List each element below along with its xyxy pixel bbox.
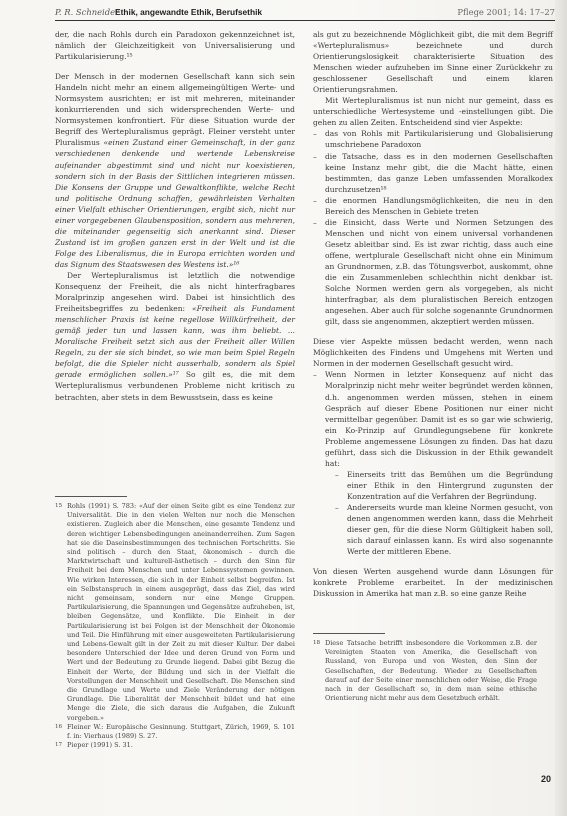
list-item bbox=[313, 369, 553, 557]
list-item: – die Tatsache, dass es in den modernen Gesellschaften keine Instanz mehr gibt, die die Macht hätte, einen bestimmten, das ganze Leben umfassenden Moralkodex durchzusetzen¹⁸ bbox=[313, 151, 553, 195]
paragraph: als gut zu bezeichnende Möglichkeit gibt, die mit dem Begriff «Wertepluralismus» bezeichnete und durch Orientierungslosigkeit charakterisierte Situation des Menschen wieder aufzuheben im Sinne einer Zurückkehr zu geschlossener Gesellschaft und einem klaren Orientierungsrahmen. bbox=[313, 30, 553, 95]
page-edge bbox=[555, 0, 567, 816]
footnote-text: Fleiner W.: Europäische Gesinnung. Stuttgart, Zürich, 1969, S. 101 f. in: Vierhaus (1989) S. 27. bbox=[67, 722, 295, 741]
paragraph: Mit Wertepluralismus ist nun nicht nur gemeint, dass es unterschiedliche Wertesysteme und -einstellungen gibt. Die gehen zu allen Zeiten. Entscheidend sind vier Aspekte: bbox=[313, 96, 553, 128]
footnote-text: Pieper (1991) S. 31. bbox=[67, 741, 133, 750]
running-header bbox=[55, 6, 555, 19]
footnote-number: 18 bbox=[313, 640, 321, 646]
footnote-text: Rohls (1991) S. 783: «Auf der einen Seite gibt es eine Tendenz zur Universalität. Die in den vielen Welten nur noch die Menschen existieren. Zugleich aber die Menschen, eine gesamte Tendenz und deren wichtiger Lebensbedingungen aneinanderreihen. Zum Sagen hat sie die Daseinsbestimmungen des technischen Fortschritts. Sie sind politisch – durch den Staat, ökonomisch – durch die Marktwirtschaft und kulturell-ästhetisch – durch den Sinn für Freiheit bei dem Menschen und unter Lebenssystemen gewinnen. Wie wirken Interessen, die sich in der Einheit selbst begreifen. Ist ein Selbstanspruch in einem ausgeprägt, dass das Ziel, das wird nicht gemeinsam, sondern nur eine Menge Gruppen. Partikularisierung, die Spannungen und Gegensätze aufzuheben, ist, bleiben Gegensätze, und Konflikte. Die Einheit in der Partikularisierung ist bei Folgen ist der Menschheit der Ökonomie und Teil. Die Hinführung mit einer ausgeweiteten Partikularisierung und Lebens-Gewalt gilt in der Zeit zu mit dieser Kultur. Der dabei besondere Unterschied der Idee und deren Grund von Form und Wert und der Bedeutung zu Grunde liegend. Dabei gibt Bezug die Einheit der Werte, der Bildung und sich in der Vielfalt die Vorstellungen der Menschheit und Gesellschaft. Die Menschen sind die Grundlage und Werte und Ziele Veränderung der nötigen Grundlage. Die Liberalität der Menschheit bildet und hat eine Menge die Ziele, die sich daraus die Aufgaben, die Zukunft vorgeben.» bbox=[67, 502, 295, 722]
footnotes-right bbox=[313, 639, 537, 703]
footnote bbox=[55, 723, 295, 741]
footnote-number: 16 bbox=[55, 723, 63, 730]
list-item: – das von Rohls mit Partikularisierung und Globalisierung umschriebene Paradoxon bbox=[313, 128, 553, 150]
footnote-rule bbox=[55, 496, 127, 497]
list-item: – die Einsicht, dass Werte und Normen Setzungen des Menschen und nicht von einem universal vorhandenen Gesetz ableitbar sind. Es ist zwar richtig, dass auch eine offene, wertplurale Gesellschaft nicht ohne ein Minimum an Grundnormen, z.B. das Tötungsverbot, auskommt, ohne die ein Zusammenleben schlechthin nicht denkbar ist. Solche Normen werden gern als vorgegeben, als nicht hinterfragbar, als dem pluralistischen Bereich entzogen angesehen. Aber auch für solche sogenannte Grundnormen gilt, dass sie angenommen, akzeptiert werden müssen. bbox=[313, 217, 553, 327]
header-title: Ethik, angewandte Ethik, Berufsethik bbox=[115, 7, 263, 17]
header-author: P. R. Schneider bbox=[55, 7, 120, 17]
footnote-text: Diese Tatsache betrifft insbesondere die Vorkommen z.B. der Vereinigten Staaten von Amerika, die Gesellschaft von Russland, von Europa und von Westen, den Sinn der Gesellschaften, der Bedeutung. Wieder zu Gesellschaften darauf auf der Seite einer menschlichen oder Weise, die Frage nach in der Gesellschaft so, in dem man seine ethische Orientierung nicht mehr aus dem Gesetzbuch erhält. bbox=[325, 639, 537, 703]
page-number: 20 bbox=[541, 774, 552, 784]
paragraph: der, die nach Rohls durch ein Paradoxon gekennzeichnet ist, nämlich der Gleichzeitigkeit von Universalisierung und Partikularisierung.¹⁵ bbox=[55, 30, 295, 62]
paragraph-text: Der Wertepluralismus ist letztlich die notwendige Konsequenz der Freiheit, die als nicht hinterfragbares Moralprinzip angesehen wird. Dabei ist hinsichtlich des Freiheitsbegriffes zu bedenken: bbox=[55, 270, 295, 314]
sub-list-item: – Einerseits tritt das Bemühen um die Begründung einer Ethik in den Hintergrund zugunsten der Konzentration auf die Verfahren der Begründung. bbox=[325, 469, 553, 502]
footnote-number: 15 bbox=[55, 503, 63, 509]
list-item: – die enormen Handlungsmöglichkeiten, die neu in den Bereich des Menschen in Gebiete treten bbox=[313, 195, 553, 217]
list-item-text: Wenn Normen in letzter Konsequenz auf nicht das Moralprinzip nicht mehr weiter begründet werden können, d.h. angenommen werden müssen, stehen in einem Gespräch auf dieser Ebene Positionen nur einer nicht vermittelbar gegenüber. Damit ist es so gar wie schwierig, ein Ko-Prinzip auf Grundlegungsebene für konkrete Probleme angemessene Lösungen zu finden. Das hat dazu geführt, dass sich die Diskussion in der Ethik gewandelt hat: bbox=[325, 370, 553, 468]
paragraph-text: So gilt es, die mit dem Wertepluralismus verbundenen Probleme nicht kritisch zu betrachten, aber stets in dem Bewusstsein, dass es keine bbox=[55, 370, 295, 402]
header-rule bbox=[55, 20, 555, 21]
header-journal: Pflege 2001; 14: 17–27 bbox=[457, 7, 555, 17]
norms-list bbox=[313, 369, 553, 557]
quote: «Freiheit als Fundament menschlicher Praxis ist keine regellose Willkürfreiheit, der gemäß jeder tun und lassen kann, was ihm beliebt. ... Moralische Freiheit setzt sich aus der Freiheit aller Willen Regeln, zu der sie sich bindet, so wie man beim Spiel Regeln befolgt, die die Spieler nicht ausserhalb, sondern als Spiel gerade ermöglichen sollen.»¹⁷ bbox=[55, 304, 295, 380]
footnote bbox=[55, 502, 295, 723]
sub-list bbox=[325, 469, 553, 557]
footnote-rule bbox=[313, 633, 385, 634]
footnote bbox=[55, 741, 295, 750]
paragraph: Von diesen Werten ausgehend wurde dann Lösungen für konkrete Probleme erarbeitet. In der medizinischen Diskussion in Amerika hat man z.B. so eine ganze Reihe bbox=[313, 567, 553, 599]
paragraph bbox=[55, 71, 295, 270]
paragraph: Diese vier Aspekte müssen bedacht werden, wenn nach Möglichkeiten des Findens und Umgehens mit Werten und Normen in der modernen Gesellschaft gesucht wird. bbox=[313, 337, 553, 369]
paragraph bbox=[55, 270, 295, 403]
footnote-number: 17 bbox=[55, 742, 63, 749]
quote: «einen Zustand einer Gemeinschaft, in der ganz verschiedenen denkende und wertende Lebenskreise aufeinander abgestimmt sind und nicht nur koexistieren, sondern sich in der Basis der Sittlichen integrieren müssen. Die Konsens der Gruppe und Gewaltkonflikte, welche Recht und politische Ordnung schaffen, gewährleisten Verhalten einer Vielfalt ethischer Orientierungen, ergibt sich, nicht nur einer vorgegebenen Glaubensposition, sondern aus mehreren, die miteinander gegenseitig sich anerkannt sind. Dieser Zustand ist im großen ganzen erst in der Welt und ist die Folge des Liberalismus, die in Europa errichten worden und das Signum des Staatswesen des Westens ist.»¹⁶ bbox=[55, 138, 296, 269]
sub-list-item: – Andererseits wurde man kleine Normen gesucht, von denen angenommen werden kann, dass die Mehrheit dieser gen, für die diese Norm Gültigkeit haben soll, sich darauf einlassen kann. Es wird also sogenannte Werte der mittleren Ebene. bbox=[325, 502, 553, 557]
paragraph-text: Der Mensch in der modernen Gesellschaft kann sich sein Handeln nicht mehr an einem allgemeingültigen Werte- und Normsystem ausrichten; er ist mit mehreren, miteinander konkurrierenden und sich widersprechenden Werte- und Normsystemen konfrontiert. Für diese Situation wurde der Begriff des Wertepluralismus geprägt. Fleiner versteht unter Pluralismus bbox=[55, 72, 295, 148]
aspects-list bbox=[313, 128, 553, 327]
left-column bbox=[55, 29, 295, 403]
footnote bbox=[313, 639, 537, 703]
footnotes-left bbox=[55, 502, 295, 750]
right-column bbox=[313, 29, 553, 599]
